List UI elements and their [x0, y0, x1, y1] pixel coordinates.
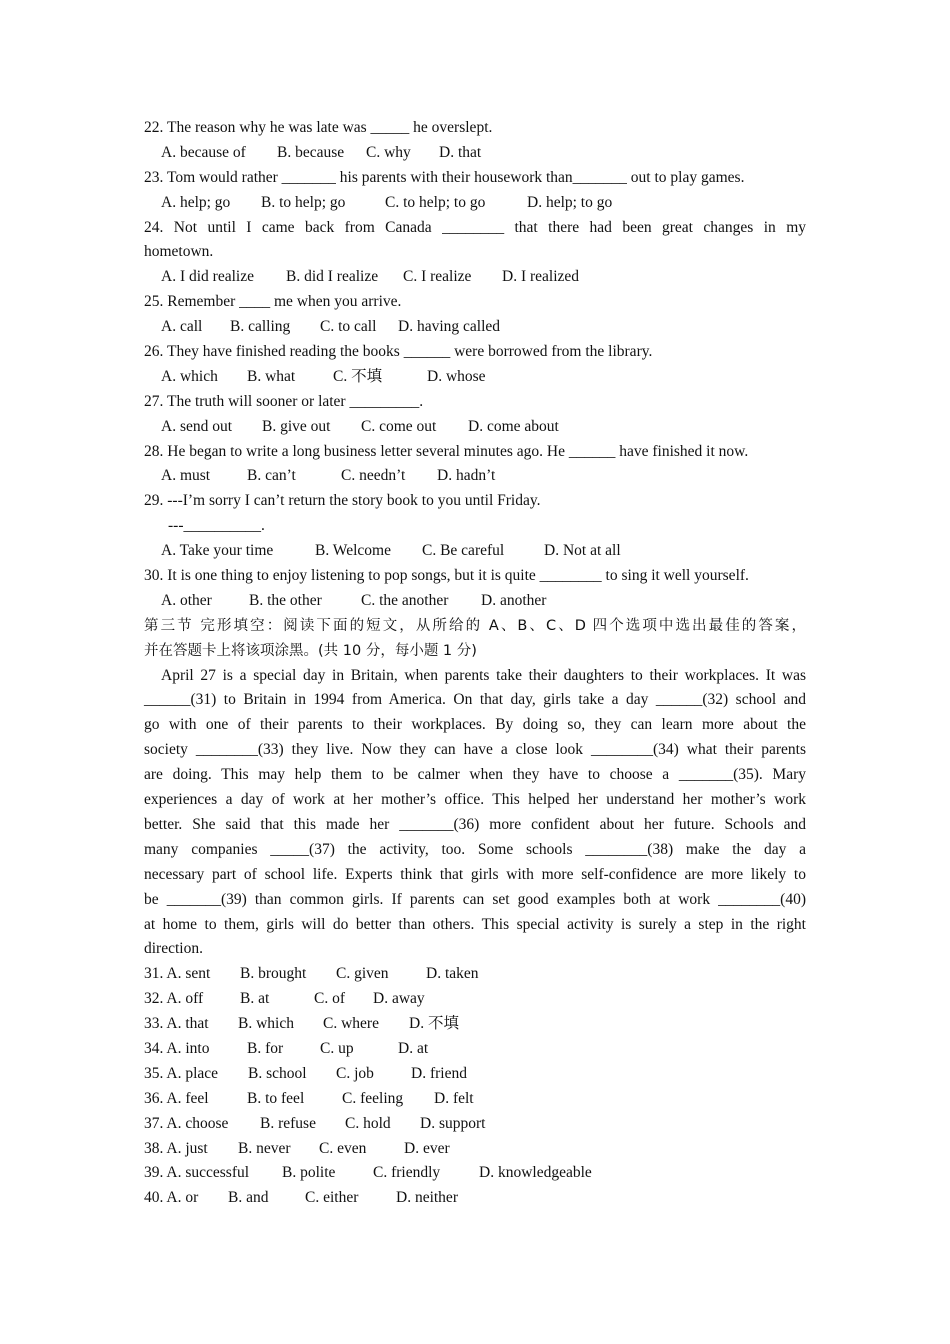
question-options [144, 539, 806, 564]
option: B. for [247, 1039, 284, 1057]
question-stem: 23. Tom would rather _______ his parents with their housework than_______ out to play games. [144, 168, 745, 186]
option: 35. A. place [144, 1064, 219, 1082]
option: A. I did realize [161, 268, 254, 286]
option: C. feeling [342, 1089, 404, 1107]
option: D. neither [396, 1189, 458, 1207]
option: 33. A. that [144, 1015, 209, 1033]
exam-page [144, 116, 806, 1211]
option: B. never [238, 1139, 291, 1157]
question-stem: 25. Remember ____ me when you arrive. [144, 293, 402, 311]
option: B. to help; go [261, 193, 346, 211]
question-options [144, 589, 806, 614]
option: A. help; go [161, 193, 231, 211]
question-stem: 30. It is one thing to enjoy listening to pop songs, but it is quite ________ to sing it well yourself. [144, 567, 749, 585]
option: B. did I realize [286, 268, 379, 286]
option: B. can’t [247, 467, 296, 485]
passage-line: many companies _____(37) the activity, too. Some schools ________(38) make the day a [144, 840, 806, 858]
option: 39. A. successful [144, 1164, 250, 1182]
option: A. must [161, 467, 211, 485]
option: C. either [305, 1189, 359, 1207]
passage-line: society ________(33) they live. Now they can have a close look ________(34) what their parents [144, 741, 806, 759]
option: C. given [336, 965, 389, 983]
passage-line: experiences a day of work at her mother’s office. This helped her understand her mother’s work [144, 791, 806, 809]
option: B. refuse [260, 1114, 316, 1132]
option: D. support [420, 1114, 486, 1132]
option: A. send out [161, 417, 233, 435]
section-heading: 第三节 完形填空：阅读下面的短文，从所给的 A、B、C、D 四个选项中选出最佳的答案， [144, 617, 806, 634]
option: 34. A. into [144, 1039, 210, 1057]
option: B. at [240, 990, 270, 1008]
option: D. knowledgeable [479, 1164, 592, 1182]
passage-line: are doing. This may help them to be calmer when they have to choose a _______(35). Mary [144, 766, 806, 784]
cloze-option-row [144, 1112, 806, 1137]
option: C. to call [320, 318, 377, 336]
question-stem: 26. They have finished reading the books ______ were borrowed from the library. [144, 343, 653, 361]
cloze-option-row [144, 1087, 806, 1112]
passage-line: ______(31) to Britain in 1994 from America. On that day, girls take a day ______(32) school and [144, 691, 806, 709]
option: 37. A. choose [144, 1114, 229, 1132]
question-options [144, 141, 806, 166]
option: D. friend [411, 1064, 467, 1082]
option: C. Be careful [422, 542, 505, 560]
cloze-option-row [144, 1062, 806, 1087]
option: D. hadn’t [437, 467, 496, 485]
option: 32. A. off [144, 990, 204, 1008]
option: C. of [314, 990, 345, 1008]
option: C. job [336, 1064, 374, 1082]
question-stem: 28. He began to write a long business letter several minutes ago. He ______ have finished it now. [144, 442, 749, 460]
option: D. having called [398, 318, 501, 336]
question-stem: 24. Not until I came back from Canada ________ that there had been great changes in my [144, 218, 806, 236]
option: D. at [398, 1039, 429, 1057]
option: D. ever [404, 1139, 450, 1157]
option: B. to feel [247, 1089, 305, 1107]
option: B. school [248, 1064, 307, 1082]
cloze-option-row [144, 1161, 806, 1186]
option: B. the other [249, 591, 322, 609]
option: B. Welcome [315, 542, 391, 560]
question-options [144, 464, 806, 489]
option: 36. A. feel [144, 1089, 209, 1107]
question-options [144, 365, 806, 390]
question-stem: 22. The reason why he was late was _____ he overslept. [144, 119, 493, 136]
option: C. even [319, 1139, 367, 1157]
passage-line: necessary part of school life. Experts think that girls with more self-confidence are more likely to [144, 865, 806, 883]
passage-line: better. She said that this made her _______(36) more confident about her future. Schools and [144, 815, 806, 833]
option: D. away [373, 990, 425, 1008]
option: C. to help; to go [385, 193, 486, 211]
option: D. taken [426, 965, 479, 983]
option: A. Take your time [161, 542, 274, 560]
option: A. because of [161, 143, 246, 161]
option: B. polite [282, 1164, 336, 1182]
option: D. come about [468, 417, 559, 435]
option: A. call [161, 318, 203, 336]
option: D. I realized [502, 268, 580, 286]
section-heading-continued: 并在答题卡上将该项涂黑。(共 10 分，每小题 1 分) [144, 642, 477, 659]
option: B. calling [230, 318, 291, 336]
option: B. brought [240, 965, 307, 983]
option: D. 不填 [409, 1015, 459, 1033]
option: C. why [366, 143, 411, 161]
option: B. and [228, 1189, 269, 1207]
option: C. I realize [403, 268, 472, 286]
question-options [144, 191, 806, 216]
option: B. which [238, 1015, 294, 1033]
option: A. which [161, 367, 218, 385]
option: D. whose [427, 367, 486, 385]
option: 38. A. just [144, 1139, 208, 1157]
option: D. that [439, 143, 482, 161]
passage-line: at home to them, girls will do better than others. This special activity is surely a step in the right [144, 915, 806, 933]
option: C. needn’t [341, 467, 406, 485]
cloze-option-row [144, 987, 806, 1012]
question-options [144, 315, 806, 340]
question-options [144, 415, 806, 440]
option: D. another [481, 591, 547, 609]
cloze-option-row [144, 1037, 806, 1062]
option: 31. A. sent [144, 965, 211, 983]
question-stem-continued: hometown. [144, 243, 214, 261]
question-options [144, 265, 806, 290]
question-reply: ---__________. [168, 517, 265, 535]
option: B. give out [262, 417, 331, 435]
option: B. what [247, 367, 296, 385]
question-stem: 27. The truth will sooner or later _________. [144, 392, 424, 410]
cloze-option-row [144, 1137, 806, 1162]
option: D. help; to go [527, 193, 613, 211]
passage-line: direction. [144, 940, 203, 958]
option: C. up [320, 1039, 354, 1057]
passage-line: April 27 is a special day in Britain, when parents take their daughters to their workplaces. It was [161, 666, 806, 684]
option: C. friendly [373, 1164, 441, 1182]
option: C. where [323, 1015, 379, 1033]
option: C. the another [361, 591, 449, 609]
option: C. hold [345, 1114, 391, 1132]
cloze-option-row [144, 962, 806, 987]
cloze-option-row [144, 1012, 806, 1037]
option: A. other [161, 591, 212, 609]
passage-line: go with one of their parents to their workplaces. By doing so, they can learn more about the [144, 716, 806, 734]
option: B. because [277, 143, 345, 161]
option: C. come out [361, 417, 437, 435]
option: C. 不填 [333, 367, 383, 385]
question-stem: 29. ---I’m sorry I can’t return the story book to you until Friday. [144, 492, 541, 510]
cloze-option-row [144, 1186, 806, 1211]
option: D. felt [434, 1089, 474, 1107]
option: D. Not at all [544, 542, 621, 560]
passage-line: be _______(39) than common girls. If parents can set good examples both at work ________(40) [144, 890, 806, 908]
option: 40. A. or [144, 1189, 199, 1207]
